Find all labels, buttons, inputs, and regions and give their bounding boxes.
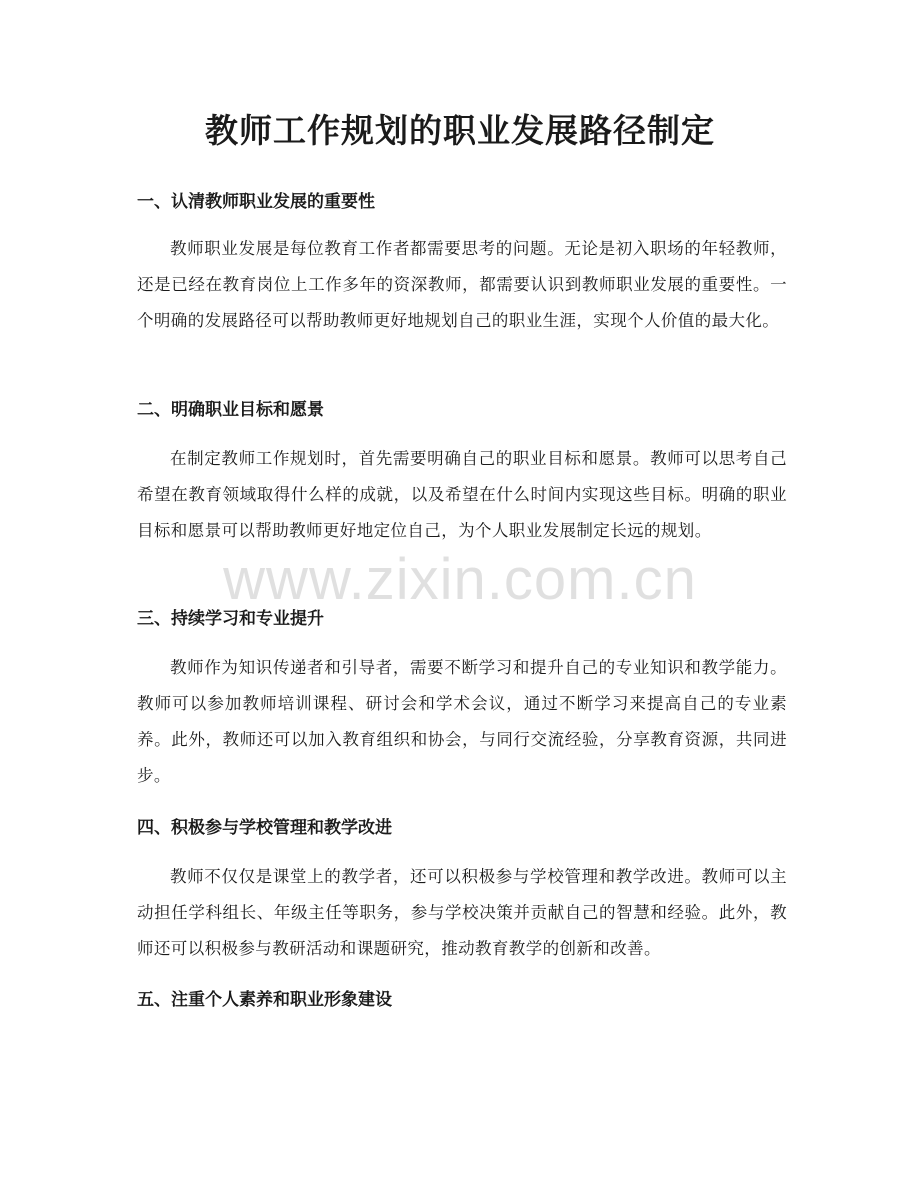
section-3-paragraph: 教师作为知识传递者和引导者，需要不断学习和提升自己的专业知识和教学能力。教师可以参加教师培训课程、研讨会和学术会议，通过不断学习来提高自己的专业素养。此外，教师还可以加入教育组织和协会，与同行交流经验，分享教育资源，共同进步。	[137, 658, 787, 785]
section-3-heading: 三、持续学习和专业提升	[137, 609, 324, 629]
document-title: 教师工作规划的职业发展路径制定	[205, 111, 715, 150]
section-4-heading: 四、积极参与学校管理和教学改进	[137, 818, 392, 838]
section-1-heading: 一、认清教师职业发展的重要性	[137, 192, 375, 212]
section-1-paragraph: 教师职业发展是每位教育工作者都需要思考的问题。无论是初入职场的年轻教师，还是已经在教育岗位上工作多年的资深教师，都需要认识到教师职业发展的重要性。一个明确的发展路径可以帮助教师更好地规划自己的职业生涯，实现个人价值的最大化。	[137, 239, 787, 330]
section-2-paragraph: 在制定教师工作规划时，首先需要明确自己的职业目标和愿景。教师可以思考自己希望在教育领域取得什么样的成就，以及希望在什么时间内实现这些目标。明确的职业目标和愿景可以帮助教师更好地定位自己，为个人职业发展制定长远的规划。	[137, 449, 787, 540]
section-5-heading: 五、注重个人素养和职业形象建设	[137, 990, 392, 1010]
section-2-heading: 二、明确职业目标和愿景	[137, 400, 324, 420]
section-4-paragraph: 教师不仅仅是课堂上的教学者，还可以积极参与学校管理和教学改进。教师可以主动担任学科组长、年级主任等职务，参与学校决策并贡献自己的智慧和经验。此外，教师还可以积极参与教研活动和课题研究，推动教育教学的创新和改善。	[137, 867, 787, 958]
watermark-text: www.zixin.com.cn	[223, 547, 697, 612]
